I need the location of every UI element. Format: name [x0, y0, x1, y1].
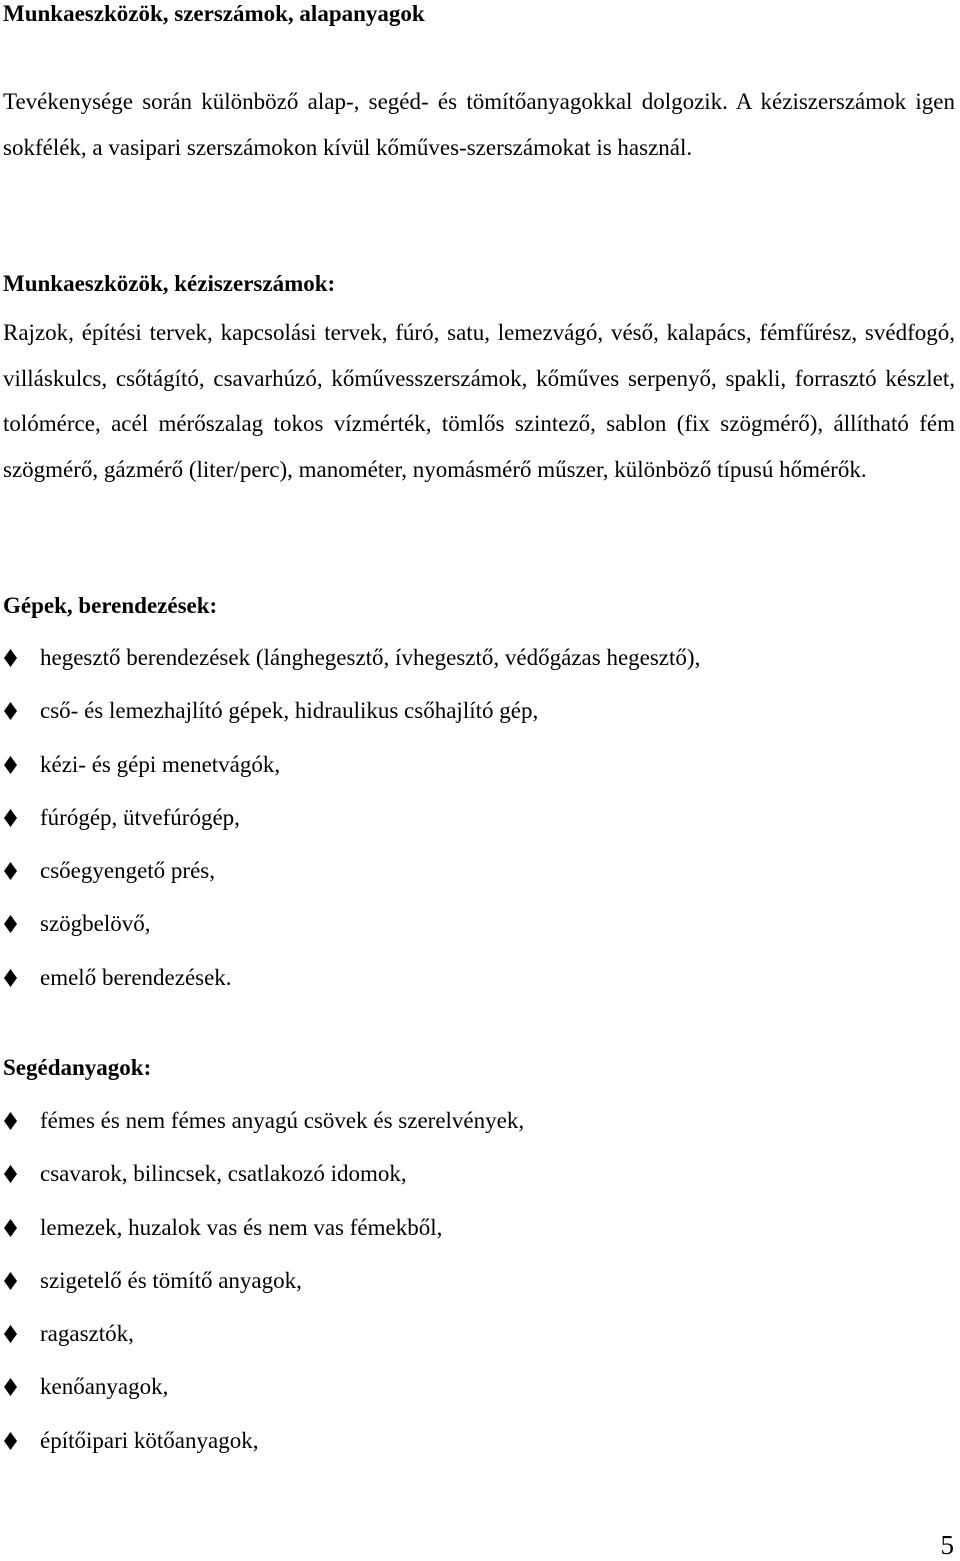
tools-paragraph: Rajzok, építési tervek, kapcsolási tervek, fúró, satu, lemezvágó, véső, kalapács, fémfűrész, svédfogó, villáskulcs, csőtágító, csavarhúzó, kőművesszerszámok, kőműves serpenyő, spakli, forrasztó készlet, tolómérce, acél mérőszalag tokos vízmérték, tömlős szintező, sablon (fix szögmérő), állítható fém szögmérő, gázmérő (liter/perc), manométer, nyomásmérő műszer, különböző típusú hőmérők.	[3, 320, 955, 482]
list-item-text: kézi- és gépi menetvágók,	[40, 751, 281, 777]
page-number: 5	[940, 1530, 954, 1560]
list-item-text: cső- és lemezhajlító gépek, hidraulikus csőhajlító gép,	[40, 698, 539, 724]
section-title-materials: Segédanyagok:	[3, 1055, 152, 1080]
list-item-text: csavarok, bilincsek, csatlakozó idomok,	[40, 1161, 407, 1187]
list-item-text: szigetelő és tömítő anyagok,	[40, 1267, 302, 1293]
section-title-intro: Munkaeszközök, szerszámok, alapanyagok	[3, 1, 425, 26]
intro-paragraph: Tevékenysége során különböző alap-, segéd- és tömítőanyagokkal dolgozik. A kéziszerszámok igen sokfélék, a vasipari szerszámokon kívül kőműves-szerszámokat is használ.	[3, 89, 955, 160]
list-item-text: lemezek, huzalok vas és nem vas fémekből,	[40, 1214, 443, 1240]
list-item-text: kenőanyagok,	[40, 1374, 169, 1400]
section-title-machines: Gépek, berendezések:	[3, 593, 218, 618]
diamond-bullet-icon	[3, 808, 18, 828]
diamond-bullet-icon	[3, 861, 18, 881]
list-item-text: hegesztő berendezések (lánghegesztő, ívhegesztő, védőgázas hegesztő),	[40, 645, 701, 670]
list-item-text: csőegyengető prés,	[40, 858, 215, 884]
list-item-text: ragasztók,	[40, 1321, 134, 1347]
diamond-bullet-icon	[3, 648, 18, 668]
diamond-bullet-icon	[3, 1271, 18, 1291]
diamond-bullet-icon	[3, 1324, 18, 1344]
diamond-bullet-icon	[3, 914, 18, 934]
diamond-bullet-icon	[3, 1377, 18, 1397]
diamond-bullet-icon	[3, 1164, 18, 1184]
list-item-text: szögbelövő,	[40, 911, 151, 937]
list-item-text: emelő berendezések.	[40, 964, 232, 990]
diamond-bullet-icon	[3, 968, 18, 988]
list-item-text: építőipari kötőanyagok,	[40, 1427, 259, 1453]
diamond-bullet-icon	[3, 1111, 18, 1131]
diamond-bullet-icon	[3, 1431, 18, 1451]
diamond-bullet-icon	[3, 1218, 18, 1238]
list-item-text: fémes és nem fémes anyagú csövek és szerelvények,	[40, 1108, 525, 1133]
diamond-bullet-icon	[3, 755, 18, 775]
section-title-tools: Munkaeszközök, kéziszerszámok:	[3, 271, 336, 296]
list-item-text: fúrógép, ütvefúrógép,	[40, 804, 240, 830]
diamond-bullet-icon	[3, 701, 18, 721]
